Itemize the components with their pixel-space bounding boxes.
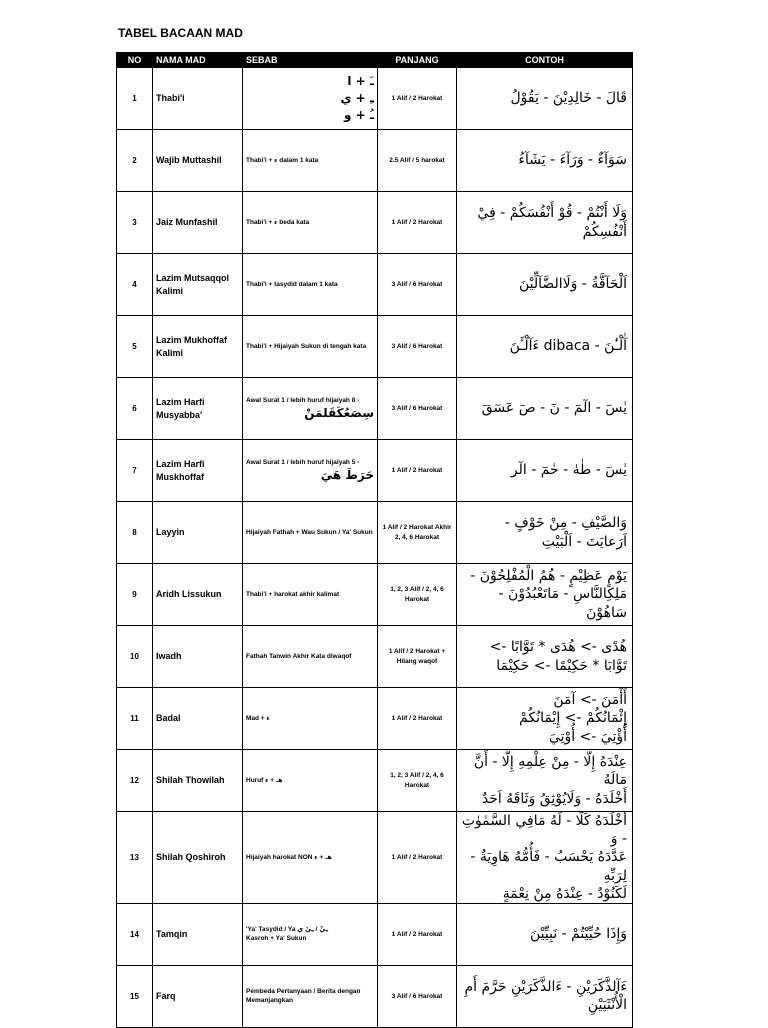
cause-line: ـُ + و	[344, 107, 374, 122]
cause-line: Mad + ء	[246, 714, 270, 722]
cause-line: ـَ + ا	[347, 74, 374, 89]
example-line: عِنْدَهُ إِلَّا - مِنْ عِلْمِهِ إِلَّا - أَنَّ مَالَهُ	[473, 754, 627, 789]
mad-name: Badal	[153, 688, 243, 750]
cause-line: Awal Surat 1 / lebih huruf hijaiyah 8 -	[246, 396, 360, 404]
mad-length: 1 Alif / 2 Harokat	[378, 192, 457, 254]
example-line: اَرَعايَتَ - اَلْبَيْتِ	[541, 533, 627, 550]
mad-length: 3 Alif / 6 Harokat	[378, 254, 457, 316]
cause-line: ـِ + ي	[340, 91, 374, 106]
example-line: تَوَّابَا * حَكِيْمًا -> حَكِيْمَا	[496, 657, 627, 674]
mad-cause	[243, 378, 378, 440]
mad-example	[457, 254, 633, 316]
cause-line: Huruf هـ + ء	[246, 776, 283, 784]
mad-length: 1 Alif / 2 Harokat Akhir 2, 4, 6 Harokat	[378, 502, 457, 564]
mad-name: Farq	[153, 965, 243, 1027]
example-line: ءَآلذَّكَرَيْنِ - ءَالذَّكَرَيْنِ حَرَّمَ أَمِ	[464, 979, 627, 996]
example-line: أَأْمَنَ -> آمَنَ	[553, 692, 627, 709]
row-number: 1	[117, 68, 153, 130]
header-contoh: CONTOH	[457, 53, 633, 68]
mad-example	[457, 316, 633, 378]
mad-length: 1 Alif / 2 Harokat	[378, 688, 457, 750]
example-line: أَخْلَدَهُ كَلَّا - لَهُ مَافِي السَّمٰوٰتِ - وَ	[461, 813, 627, 848]
cause-line: Thabi'i + ء beda kata	[246, 218, 310, 226]
cause-line: Thabi'i + tasydid dalam 1 kata	[246, 280, 338, 288]
table-row	[117, 68, 633, 130]
mad-length: 1 Alif / 2 Harokat	[378, 68, 457, 130]
mad-cause	[243, 68, 378, 130]
mad-name: Lazim Harfi Muskhoffaf	[153, 440, 243, 502]
mad-length: 1 Alif / 2 Harokat	[378, 440, 457, 502]
page-title: TABEL BACAAN MAD	[118, 26, 243, 40]
mad-cause	[243, 626, 378, 688]
mad-length: 2.5 Alif / 5 harokat	[378, 130, 457, 192]
mad-name: Lazim Harfi Musyabba'	[153, 378, 243, 440]
example-line: الْأُنْثَيَيْنِ	[587, 997, 627, 1014]
mad-name: Thabi'i	[153, 68, 243, 130]
table-row	[117, 130, 633, 192]
mad-name: Lazim Mutsaqqol Kalimi	[153, 254, 243, 316]
mad-cause	[243, 965, 378, 1027]
table-row	[117, 626, 633, 688]
mad-length: 3 Alif / 6 Harokat	[378, 378, 457, 440]
mad-example	[457, 192, 633, 254]
cause-line: حَرَطَ هَيَ	[320, 467, 374, 482]
example-line: يٰسٓ - الٓمٓ - نٓ - صٓ عٓسٓقٓ	[481, 400, 627, 417]
mad-length: 3 Alif / 6 Harokat	[378, 965, 457, 1027]
mad-example	[457, 502, 633, 564]
example-line: وَلَا أَنْتُمْ - قُوْ أَنْفُسَكُمْ - فِيْ	[477, 205, 627, 222]
row-number: 7	[117, 440, 153, 502]
mad-name: Jaiz Munfashil	[153, 192, 243, 254]
row-number: 11	[117, 688, 153, 750]
mad-length: 1 Alif / 2 Harokat	[378, 903, 457, 965]
mad-example	[457, 903, 633, 965]
mad-example	[457, 750, 633, 812]
cause-line: Kasroh + Ya' Sukun	[246, 935, 307, 943]
mad-name: Layyin	[153, 502, 243, 564]
mad-length: 1, 2, 3 Alif / 2, 4, 6 Harokat	[378, 750, 457, 812]
mad-cause	[243, 564, 378, 626]
mad-cause	[243, 903, 378, 965]
header-panjang: PANJANG	[378, 53, 457, 68]
example-line: أُؤْتِيَ -> أُوْتِيَ	[548, 728, 627, 745]
example-line: أَنْفُسِكُمْ	[582, 223, 627, 240]
mad-length: 1 Alif / 2 Harokat	[378, 812, 457, 904]
mad-example	[457, 378, 633, 440]
mad-length: 3 Alif / 6 Harokat	[378, 316, 457, 378]
mad-name: Tamqin	[153, 903, 243, 965]
example-line: قَالَ - خَالِدِيْنَ - يَقُوْلُ	[510, 90, 627, 107]
cause-line: Thabi'i + ء dalam 1 kata	[246, 156, 319, 164]
row-number: 6	[117, 378, 153, 440]
row-number: 8	[117, 502, 153, 564]
table-header-row	[117, 53, 633, 68]
header-nama-mad: NAMA MAD	[153, 53, 243, 68]
row-number: 3	[117, 192, 153, 254]
table-row	[117, 750, 633, 812]
row-number: 5	[117, 316, 153, 378]
table-row	[117, 564, 633, 626]
cause-line: Hijaiyah Fathah + Wau Sukun / Ya' Sukun	[246, 528, 373, 536]
table-row	[117, 440, 633, 502]
mad-cause	[243, 688, 378, 750]
row-number: 14	[117, 903, 153, 965]
mad-cause	[243, 750, 378, 812]
row-number: 13	[117, 812, 153, 904]
table-row	[117, 378, 633, 440]
mad-example	[457, 68, 633, 130]
example-line: عَدَّدَهُ يَحْسَبُ - فَأُمُّهُ هَاوِيَةٌ - لِرَبِّهِ	[470, 849, 627, 884]
cause-line: Hijaiyah harokat NON هـ + ء	[246, 853, 332, 861]
table-row	[117, 903, 633, 965]
mad-example	[457, 130, 633, 192]
cause-line: Awal Surat 1 / lebih huruf hijaiyah 5 -	[246, 458, 360, 466]
mad-example	[457, 812, 633, 904]
mad-cause	[243, 192, 378, 254]
mad-length: 1 Alif / 2 Harokat + Hilang waqof	[378, 626, 457, 688]
mad-cause	[243, 130, 378, 192]
cause-line: Pembeda Pertanyaan / Berita dengan Memanjangkan	[246, 988, 361, 1005]
table-row	[117, 316, 633, 378]
example-line: إِئْمَانُكُمْ -> إِيْمَانُكُمْ	[519, 710, 627, 727]
table-row	[117, 812, 633, 904]
cause-line: Thabi'i + Hijaiyah Sukun di tengah kata	[246, 342, 367, 350]
table-row	[117, 965, 633, 1027]
mad-name: Lazim Mukhoffaf Kalimi	[153, 316, 243, 378]
cause-line: سِصَعُكَقَلمَنْ	[304, 405, 374, 420]
table-row	[117, 688, 633, 750]
table-row	[117, 502, 633, 564]
mad-name: Aridh Lissukun	[153, 564, 243, 626]
mad-name: Shilah Thowilah	[153, 750, 243, 812]
mad-cause	[243, 440, 378, 502]
row-number: 12	[117, 750, 153, 812]
mad-name: Shilah Qoshiroh	[153, 812, 243, 904]
mad-length: 1, 2, 3 Alif / 2, 4, 6 Harokat	[378, 564, 457, 626]
mad-table	[116, 52, 633, 1028]
row-number: 15	[117, 965, 153, 1027]
example-line: مَلِكِالنَّاسِ - مَاتَعْبُدُوْنَ - سَاهُوْنَ	[498, 586, 627, 621]
mad-name: Wajib Muttashil	[153, 130, 243, 192]
table-body	[117, 68, 633, 1028]
table-row	[117, 192, 633, 254]
example-line: يَوْمٍ عَظِيْمٍ - هُمُ الْمُفْلِحُوْنَ -	[470, 568, 627, 585]
row-number: 10	[117, 626, 153, 688]
example-line: وَالصَّيْفِ - مِنْ خَوْفٍ -	[504, 515, 627, 532]
mad-example	[457, 440, 633, 502]
example-line: هُدًى -> هُدَى * تَوَّابًا ->	[489, 639, 627, 656]
row-number: 9	[117, 564, 153, 626]
mad-cause	[243, 254, 378, 316]
example-line: يٰسٓ - طٰهٰ - حٰمٓ - الٓر	[510, 462, 627, 479]
mad-cause	[243, 812, 378, 904]
example-line: وَإِذَا حُيِّيْتُمْ - نَبِيِّيْنَ	[529, 926, 627, 943]
mad-example	[457, 564, 633, 626]
mad-example	[457, 626, 633, 688]
mad-name: Iwadh	[153, 626, 243, 688]
cause-line: Fathah Tanwin Akhir Kata diwaqof	[246, 652, 352, 660]
example-line: لَكَنُوْدٌ - عِنْدَهُ مِنْ نِعْمَةٍ	[502, 885, 627, 902]
mad-cause	[243, 502, 378, 564]
mad-example	[457, 965, 633, 1027]
table-row	[117, 254, 633, 316]
header-sebab: SEBAB	[243, 53, 378, 68]
cause-line: 'Ya' Tasydid / Ya ـِيِّ / ـِيْ ي	[246, 926, 329, 934]
header-no: NO	[117, 53, 153, 68]
example-line: سَوَآءٌ - وَرَآءَ - يَشَآءُ	[518, 152, 627, 169]
row-number: 4	[117, 254, 153, 316]
cause-line: Thabi'i + harokat akhir kalimat	[246, 590, 340, 598]
example-line: أَخْلَدَهُ - وَلَايُوْثِقُ وَثَاقَهُ اَحَدٌ	[481, 790, 627, 807]
example-line: اَلْحَآقَّةُ - وَلَاالضَّآلِّيْنَ	[518, 276, 627, 293]
mad-example	[457, 688, 633, 750]
mad-cause	[243, 316, 378, 378]
row-number: 2	[117, 130, 153, 192]
example-line: آٰلْـٰٔنَ - dibaca ءَآلْـَٔنَ	[509, 338, 627, 355]
